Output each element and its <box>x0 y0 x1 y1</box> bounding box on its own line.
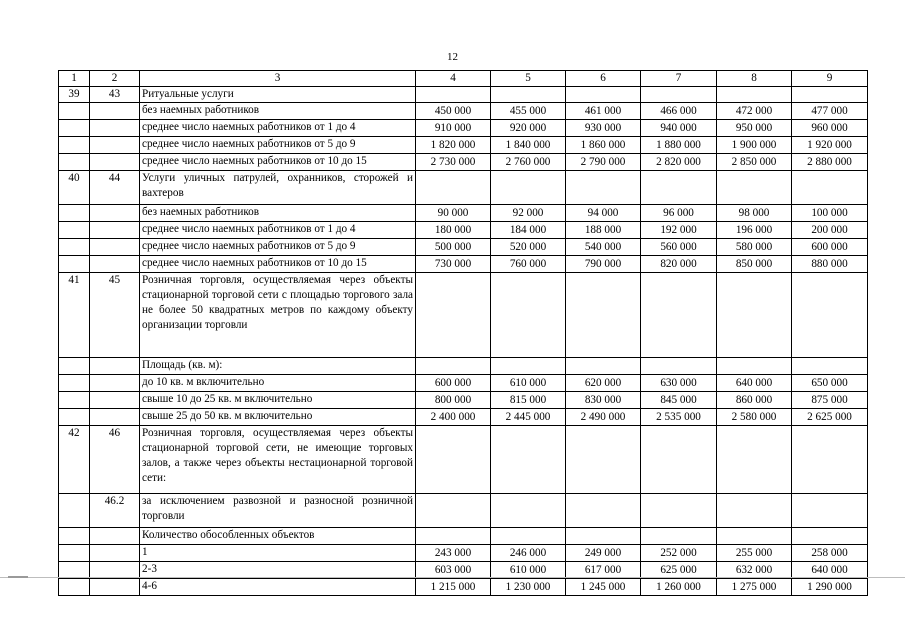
row-number-cell <box>59 120 90 137</box>
value-cell <box>416 87 491 103</box>
value-cell <box>717 494 792 528</box>
value-cell: 461 000 <box>566 103 641 120</box>
row-number-cell <box>59 494 90 528</box>
row-number-cell: 42 <box>59 426 90 494</box>
table-row <box>59 426 868 494</box>
table-row <box>59 579 868 596</box>
column-header: 1 <box>59 71 90 87</box>
table-row <box>59 256 868 273</box>
row-number-cell <box>59 358 90 375</box>
value-cell: 640 000 <box>792 562 868 579</box>
description-cell: Розничная торговля, осуществляемая через объекты стационарной торговой сети с площадью торгового зала не более 50 квадратных метров по каждому объекту организации торговли <box>140 273 416 358</box>
description-cell: свыше 25 до 50 кв. м включительно <box>140 409 416 426</box>
code-cell <box>90 239 140 256</box>
value-cell: 1 275 000 <box>717 579 792 596</box>
value-cell: 625 000 <box>641 562 717 579</box>
value-cell <box>717 171 792 205</box>
value-cell <box>491 87 566 103</box>
value-cell: 1 920 000 <box>792 137 868 154</box>
table-row <box>59 87 868 103</box>
row-number-cell <box>59 222 90 239</box>
value-cell <box>491 358 566 375</box>
code-cell <box>90 358 140 375</box>
description-cell: среднее число наемных работников от 1 до 4 <box>140 120 416 137</box>
table-row <box>59 528 868 545</box>
row-number-cell: 39 <box>59 87 90 103</box>
row-number-cell <box>59 392 90 409</box>
value-cell: 632 000 <box>717 562 792 579</box>
value-cell: 760 000 <box>491 256 566 273</box>
row-number-cell: 41 <box>59 273 90 358</box>
table-row <box>59 120 868 137</box>
column-header: 8 <box>717 71 792 87</box>
value-cell <box>792 358 868 375</box>
value-cell: 466 000 <box>641 103 717 120</box>
value-cell: 910 000 <box>416 120 491 137</box>
table-row <box>59 409 868 426</box>
code-cell <box>90 137 140 154</box>
page-number: 12 <box>447 51 458 63</box>
value-cell: 640 000 <box>717 375 792 392</box>
description-cell: 4-6 <box>140 579 416 596</box>
value-cell <box>416 528 491 545</box>
value-cell: 2 820 000 <box>641 154 717 171</box>
value-cell: 800 000 <box>416 392 491 409</box>
value-cell: 98 000 <box>717 205 792 222</box>
code-cell <box>90 222 140 239</box>
value-cell: 477 000 <box>792 103 868 120</box>
value-cell: 100 000 <box>792 205 868 222</box>
value-cell: 180 000 <box>416 222 491 239</box>
value-cell: 920 000 <box>491 120 566 137</box>
table-row <box>59 494 868 528</box>
value-cell: 2 880 000 <box>792 154 868 171</box>
value-cell <box>416 358 491 375</box>
row-number-cell <box>59 154 90 171</box>
code-cell <box>90 120 140 137</box>
row-number-cell <box>59 528 90 545</box>
description-cell: свыше 10 до 25 кв. м включительно <box>140 392 416 409</box>
value-cell <box>641 358 717 375</box>
scan-mark <box>8 576 28 578</box>
value-cell: 960 000 <box>792 120 868 137</box>
value-cell: 1 860 000 <box>566 137 641 154</box>
value-cell: 2 760 000 <box>491 154 566 171</box>
value-cell: 815 000 <box>491 392 566 409</box>
description-cell: Розничная торговля, осуществляемая через объекты стационарной торговой сети, не имеющие торговых залов, а также через объекты нестационарной торговой сети: <box>140 426 416 494</box>
code-cell <box>90 205 140 222</box>
value-cell: 500 000 <box>416 239 491 256</box>
description-cell: до 10 кв. м включительно <box>140 375 416 392</box>
value-cell: 2 445 000 <box>491 409 566 426</box>
code-cell <box>90 545 140 562</box>
value-cell: 2 850 000 <box>717 154 792 171</box>
table-row <box>59 545 868 562</box>
value-cell: 1 840 000 <box>491 137 566 154</box>
value-cell <box>566 358 641 375</box>
value-cell: 2 400 000 <box>416 409 491 426</box>
value-cell <box>566 528 641 545</box>
value-cell: 820 000 <box>641 256 717 273</box>
code-cell <box>90 392 140 409</box>
row-number-cell <box>59 137 90 154</box>
value-cell <box>641 528 717 545</box>
code-cell <box>90 528 140 545</box>
value-cell: 2 730 000 <box>416 154 491 171</box>
value-cell <box>416 273 491 358</box>
value-cell <box>491 426 566 494</box>
value-cell: 249 000 <box>566 545 641 562</box>
description-cell: среднее число наемных работников от 5 до 9 <box>140 239 416 256</box>
value-cell: 1 290 000 <box>792 579 868 596</box>
row-number-cell <box>59 239 90 256</box>
value-cell <box>566 171 641 205</box>
value-cell <box>792 528 868 545</box>
value-cell: 600 000 <box>416 375 491 392</box>
value-cell <box>491 528 566 545</box>
value-cell: 1 215 000 <box>416 579 491 596</box>
value-cell: 880 000 <box>792 256 868 273</box>
value-cell <box>566 87 641 103</box>
value-cell: 850 000 <box>717 256 792 273</box>
value-cell: 200 000 <box>792 222 868 239</box>
code-cell <box>90 256 140 273</box>
value-cell <box>717 358 792 375</box>
column-header: 2 <box>90 71 140 87</box>
description-cell: за исключением развозной и разносной розничной торговли <box>140 494 416 528</box>
value-cell: 2 625 000 <box>792 409 868 426</box>
code-cell <box>90 579 140 596</box>
value-cell: 1 245 000 <box>566 579 641 596</box>
value-cell: 630 000 <box>641 375 717 392</box>
row-number-cell <box>59 545 90 562</box>
value-cell: 790 000 <box>566 256 641 273</box>
value-cell <box>416 171 491 205</box>
value-cell: 246 000 <box>491 545 566 562</box>
row-number-cell <box>59 205 90 222</box>
description-cell: Услуги уличных патрулей, охранников, сторожей и вахтеров <box>140 171 416 205</box>
table-row <box>59 222 868 239</box>
description-cell: среднее число наемных работников от 1 до 4 <box>140 222 416 239</box>
value-cell <box>792 87 868 103</box>
value-cell <box>491 273 566 358</box>
value-cell: 730 000 <box>416 256 491 273</box>
value-cell: 1 260 000 <box>641 579 717 596</box>
table-row <box>59 392 868 409</box>
table-body <box>59 71 868 596</box>
row-number-cell <box>59 103 90 120</box>
table-header-row <box>59 71 868 87</box>
value-cell <box>717 273 792 358</box>
value-cell: 243 000 <box>416 545 491 562</box>
value-cell: 580 000 <box>717 239 792 256</box>
table-row <box>59 358 868 375</box>
value-cell: 192 000 <box>641 222 717 239</box>
description-cell: среднее число наемных работников от 10 до 15 <box>140 256 416 273</box>
description-cell: среднее число наемных работников от 10 до 15 <box>140 154 416 171</box>
value-cell: 252 000 <box>641 545 717 562</box>
value-cell: 188 000 <box>566 222 641 239</box>
value-cell: 860 000 <box>717 392 792 409</box>
value-cell: 472 000 <box>717 103 792 120</box>
description-cell: Площадь (кв. м): <box>140 358 416 375</box>
code-cell <box>90 409 140 426</box>
value-cell: 455 000 <box>491 103 566 120</box>
value-cell <box>641 87 717 103</box>
code-cell <box>90 375 140 392</box>
value-cell: 600 000 <box>792 239 868 256</box>
value-cell: 930 000 <box>566 120 641 137</box>
column-header: 6 <box>566 71 641 87</box>
value-cell: 875 000 <box>792 392 868 409</box>
code-cell <box>90 562 140 579</box>
value-cell: 90 000 <box>416 205 491 222</box>
value-cell <box>566 273 641 358</box>
code-cell <box>90 154 140 171</box>
code-cell: 44 <box>90 171 140 205</box>
column-header: 4 <box>416 71 491 87</box>
table-row <box>59 562 868 579</box>
column-header: 3 <box>140 71 416 87</box>
value-cell: 2 535 000 <box>641 409 717 426</box>
description-cell: Ритуальные услуги <box>140 87 416 103</box>
value-cell: 196 000 <box>717 222 792 239</box>
value-cell: 2 790 000 <box>566 154 641 171</box>
value-cell: 450 000 <box>416 103 491 120</box>
value-cell <box>792 494 868 528</box>
value-cell <box>792 171 868 205</box>
code-cell: 46.2 <box>90 494 140 528</box>
table-row <box>59 205 868 222</box>
value-cell: 2 490 000 <box>566 409 641 426</box>
table-row <box>59 103 868 120</box>
row-number-cell: 40 <box>59 171 90 205</box>
value-cell: 1 820 000 <box>416 137 491 154</box>
value-cell: 830 000 <box>566 392 641 409</box>
value-cell: 1 230 000 <box>491 579 566 596</box>
description-cell: без наемных работников <box>140 205 416 222</box>
table-row <box>59 171 868 205</box>
code-cell <box>90 103 140 120</box>
row-number-cell <box>59 375 90 392</box>
value-cell: 92 000 <box>491 205 566 222</box>
description-cell: 1 <box>140 545 416 562</box>
row-number-cell <box>59 562 90 579</box>
value-cell <box>717 528 792 545</box>
table-row <box>59 273 868 358</box>
value-cell <box>416 426 491 494</box>
value-cell <box>641 494 717 528</box>
description-cell: Количество обособленных объектов <box>140 528 416 545</box>
value-cell <box>641 273 717 358</box>
value-cell: 610 000 <box>491 562 566 579</box>
value-cell: 845 000 <box>641 392 717 409</box>
value-cell: 94 000 <box>566 205 641 222</box>
value-cell: 258 000 <box>792 545 868 562</box>
description-cell: среднее число наемных работников от 5 до 9 <box>140 137 416 154</box>
description-cell: 2-3 <box>140 562 416 579</box>
value-cell <box>641 171 717 205</box>
value-cell: 650 000 <box>792 375 868 392</box>
value-cell: 184 000 <box>491 222 566 239</box>
value-cell <box>491 171 566 205</box>
row-number-cell <box>59 256 90 273</box>
value-cell: 1 900 000 <box>717 137 792 154</box>
code-cell: 45 <box>90 273 140 358</box>
table-row <box>59 239 868 256</box>
value-cell: 603 000 <box>416 562 491 579</box>
value-cell <box>792 426 868 494</box>
value-cell: 610 000 <box>491 375 566 392</box>
code-cell: 46 <box>90 426 140 494</box>
row-number-cell <box>59 579 90 596</box>
value-cell: 560 000 <box>641 239 717 256</box>
column-header: 9 <box>792 71 868 87</box>
value-cell: 255 000 <box>717 545 792 562</box>
value-cell <box>717 426 792 494</box>
scan-line <box>0 577 905 578</box>
value-cell: 1 880 000 <box>641 137 717 154</box>
value-cell <box>566 494 641 528</box>
value-cell: 620 000 <box>566 375 641 392</box>
value-cell: 940 000 <box>641 120 717 137</box>
value-cell: 540 000 <box>566 239 641 256</box>
value-cell <box>717 87 792 103</box>
value-cell <box>566 426 641 494</box>
value-cell <box>416 494 491 528</box>
column-header: 5 <box>491 71 566 87</box>
value-cell <box>641 426 717 494</box>
value-cell: 950 000 <box>717 120 792 137</box>
value-cell: 96 000 <box>641 205 717 222</box>
description-cell: без наемных работников <box>140 103 416 120</box>
table-row <box>59 154 868 171</box>
tax-rates-table <box>58 70 868 596</box>
value-cell: 520 000 <box>491 239 566 256</box>
row-number-cell <box>59 409 90 426</box>
code-cell: 43 <box>90 87 140 103</box>
value-cell <box>792 273 868 358</box>
table-row <box>59 375 868 392</box>
value-cell <box>491 494 566 528</box>
table-row <box>59 137 868 154</box>
value-cell: 2 580 000 <box>717 409 792 426</box>
column-header: 7 <box>641 71 717 87</box>
value-cell: 617 000 <box>566 562 641 579</box>
